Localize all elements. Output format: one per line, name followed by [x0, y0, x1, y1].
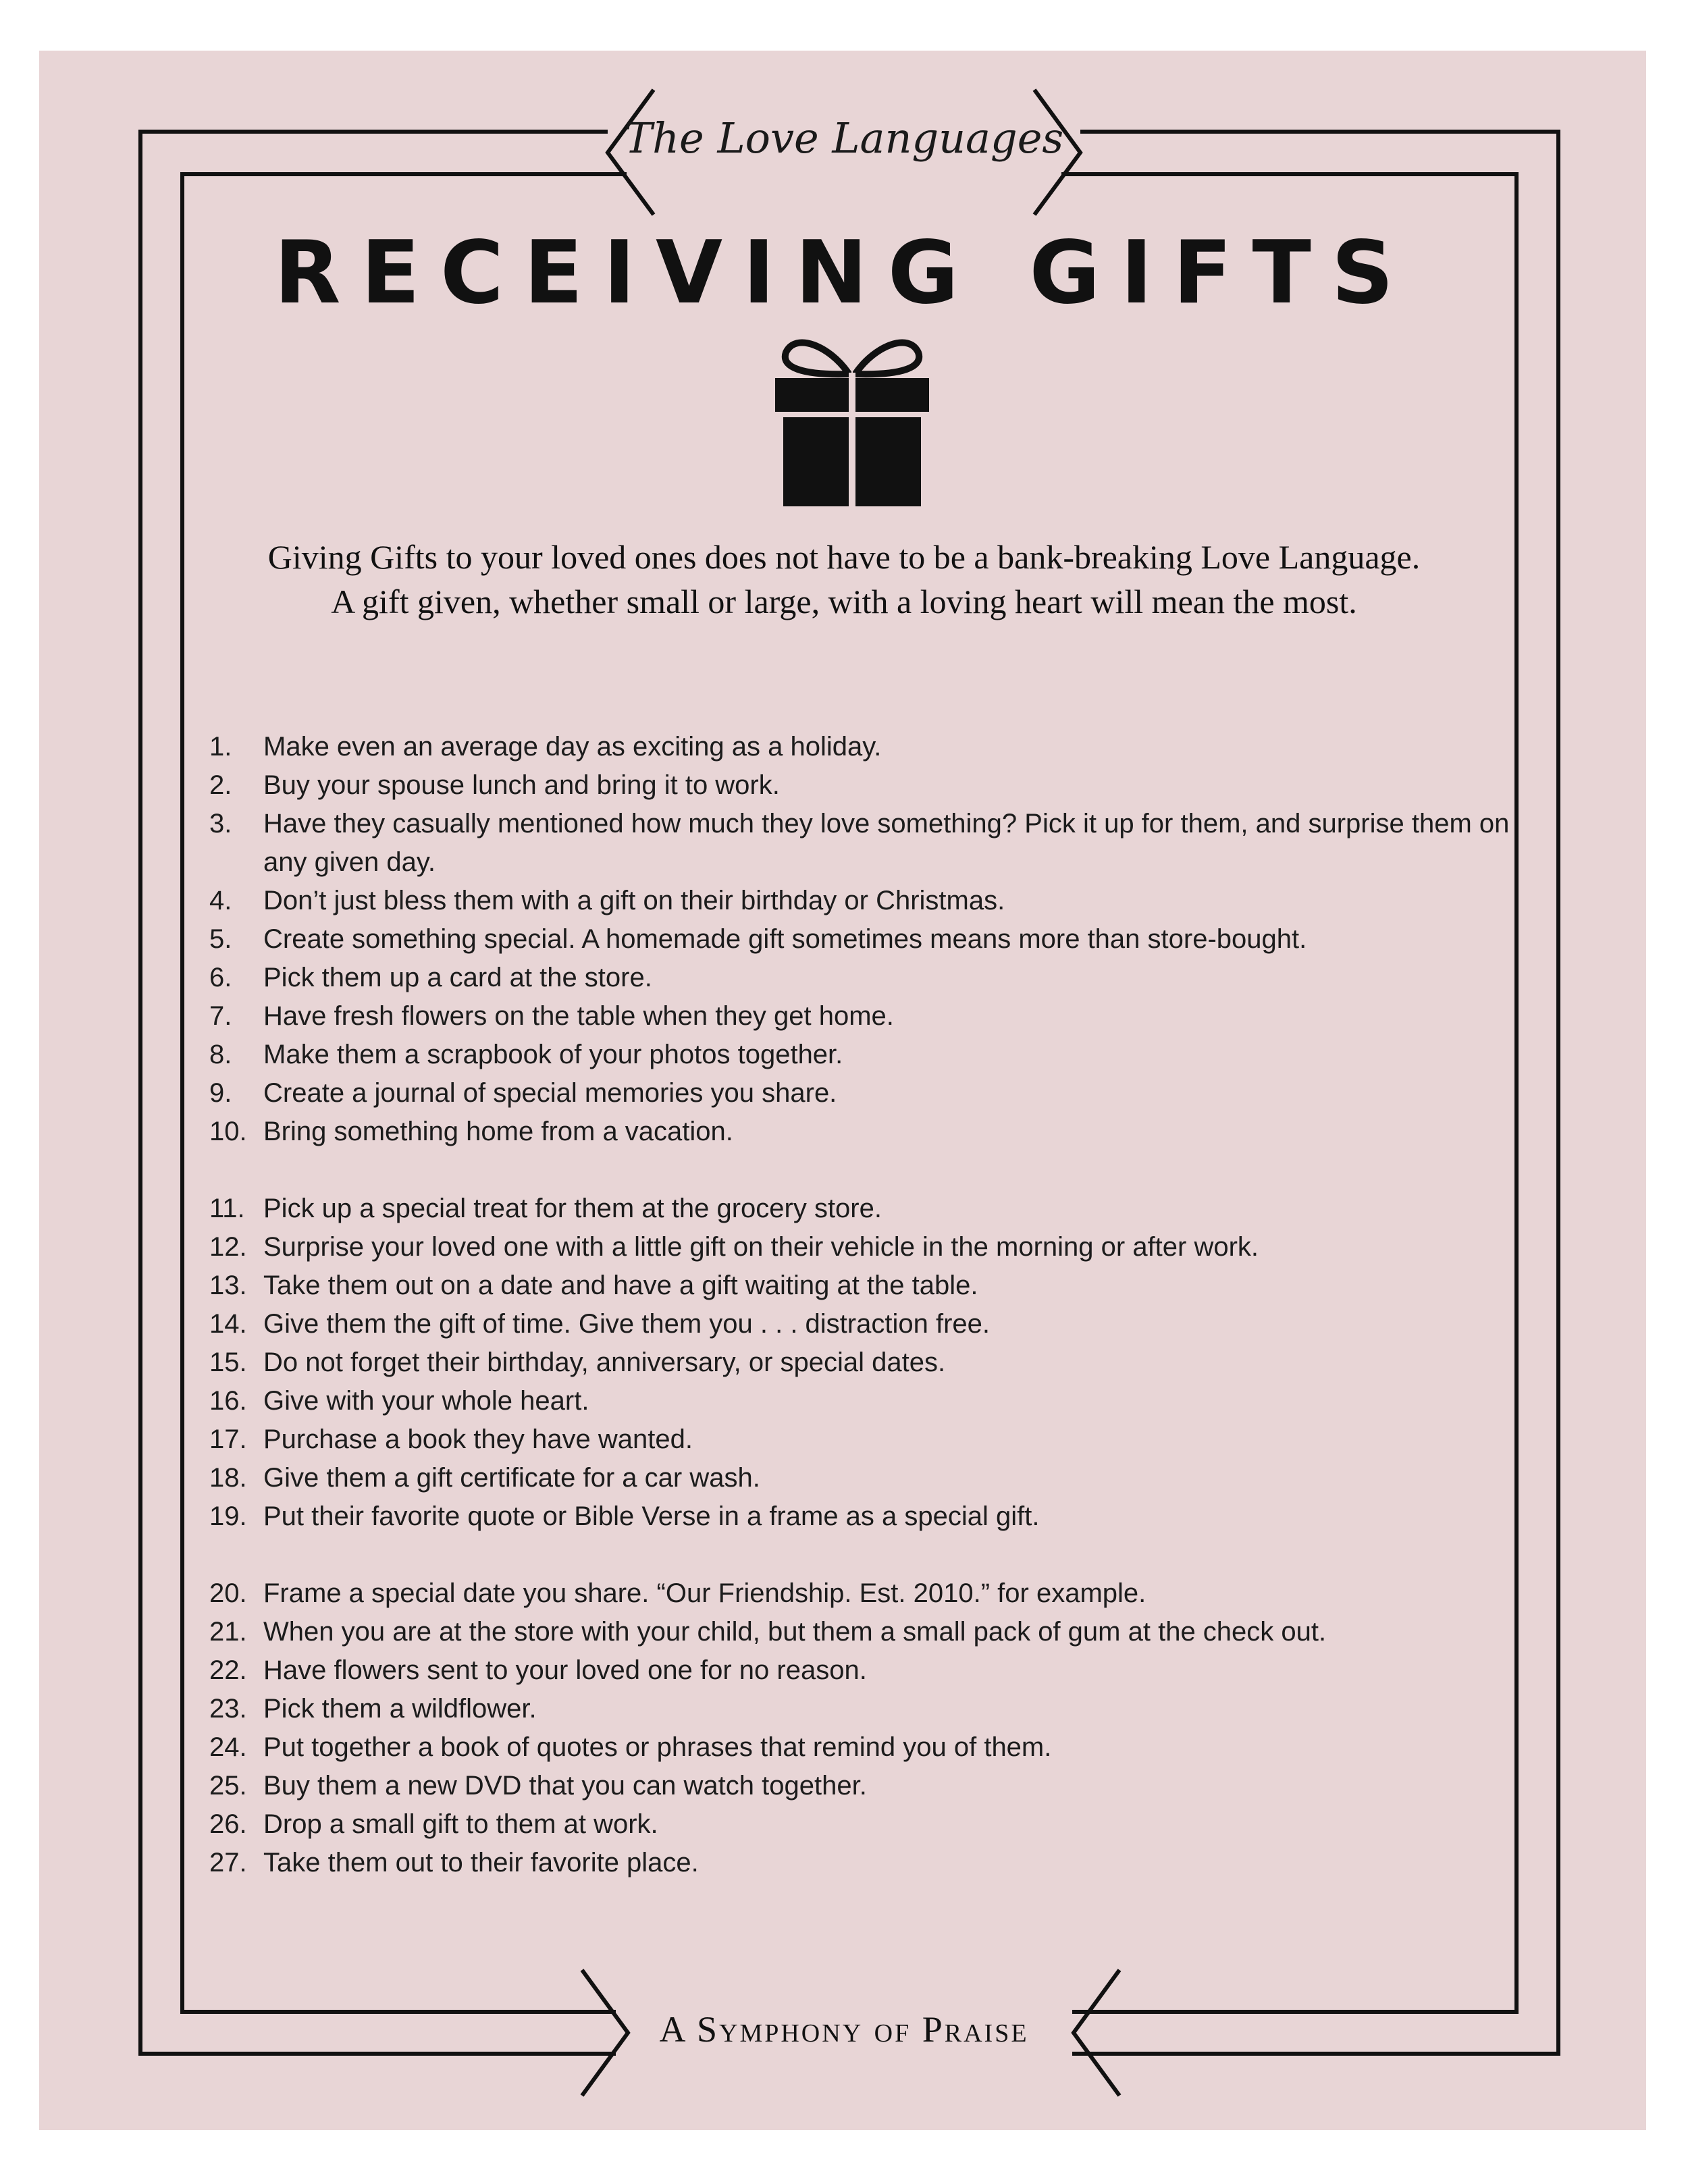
gift-box-icon: [775, 332, 929, 506]
list-item-text: Have they casually mentioned how much they love something? Pick it up for them, and surprise them on any given day.: [263, 809, 1510, 877]
intro-text: [0, 535, 1688, 624]
list-item-text: Purchase a book they have wanted.: [263, 1424, 693, 1454]
list-spacer: [209, 1151, 1526, 1190]
list-item-number: 27.: [209, 1848, 247, 1877]
list-item: [209, 1805, 1526, 1844]
list-item-number: 23.: [209, 1694, 247, 1724]
list-item-number: 14.: [209, 1309, 247, 1339]
list-item: [209, 766, 1526, 805]
list-item-text: Bring something home from a vacation.: [263, 1117, 733, 1146]
list-item-text: Have fresh flowers on the table when they get home.: [263, 1001, 894, 1031]
list-item-number: 24.: [209, 1732, 247, 1762]
list-item: [209, 1613, 1526, 1651]
list-item: [209, 1267, 1526, 1305]
list-item: [209, 1305, 1526, 1343]
list-item-text: Surprise your loved one with a little gift on their vehicle in the morning or after work.: [263, 1232, 1259, 1262]
list-item-number: 5.: [209, 924, 232, 954]
list-item: [209, 1767, 1526, 1805]
list-item: [209, 1690, 1526, 1728]
list-item-text: Don’t just bless them with a gift on their birthday or Christmas.: [263, 886, 1005, 915]
list-item-text: Create a journal of special memories you share.: [263, 1078, 837, 1108]
list-item: [209, 1036, 1526, 1074]
list-item-number: 8.: [209, 1040, 232, 1069]
list-item-number: 20.: [209, 1578, 247, 1608]
list-item-text: Give them the gift of time. Give them you . . . distraction free.: [263, 1309, 990, 1339]
list-item-text: Buy them a new DVD that you can watch together.: [263, 1771, 867, 1801]
list-item-text: Do not forget their birthday, anniversary, or special dates.: [263, 1348, 946, 1377]
list-item-number: 17.: [209, 1424, 247, 1454]
list-item-number: 6.: [209, 963, 232, 992]
list-item-text: Create something special. A homemade gift sometimes means more than store-bought.: [263, 924, 1307, 954]
list-item-text: Buy your spouse lunch and bring it to work.: [263, 770, 780, 800]
list-item-text: Make even an average day as exciting as a holiday.: [263, 732, 882, 762]
brand-footer: A Symphony of Praise: [659, 2009, 1029, 2050]
list-item: [209, 1382, 1526, 1420]
list-item: [209, 1074, 1526, 1113]
list-item-text: Take them out on a date and have a gift waiting at the table.: [263, 1271, 978, 1300]
list-item-text: Take them out to their favorite place.: [263, 1848, 699, 1877]
list-item: [209, 1420, 1526, 1459]
list-item-number: 15.: [209, 1348, 247, 1377]
list-item-number: 13.: [209, 1271, 247, 1300]
list-spacer: [209, 1536, 1526, 1574]
list-item-text: Have flowers sent to your loved one for no reason.: [263, 1655, 867, 1685]
list-item-number: 9.: [209, 1078, 232, 1108]
list-item-text: Frame a special date you share. “Our Friendship. Est. 2010.” for example.: [263, 1578, 1146, 1608]
list-item: [209, 1228, 1526, 1267]
gift-ideas-list: [209, 728, 1526, 1882]
list-item: [209, 805, 1526, 882]
list-item-number: 16.: [209, 1386, 247, 1416]
intro-line-1: Giving Gifts to your loved ones does not have to be a bank-breaking Love Language.: [267, 538, 1421, 576]
list-item-text: Make them a scrapbook of your photos together.: [263, 1040, 843, 1069]
list-item: [209, 1190, 1526, 1228]
list-item: [209, 959, 1526, 997]
list-item-number: 1.: [209, 732, 232, 762]
list-item-text: Put their favorite quote or Bible Verse in a frame as a special gift.: [263, 1501, 1040, 1531]
list-item-text: Pick them up a card at the store.: [263, 963, 652, 992]
list-item: [209, 1497, 1526, 1536]
list-item-number: 19.: [209, 1501, 247, 1531]
list-item-number: 2.: [209, 770, 232, 800]
list-item-text: When you are at the store with your child, but them a small pack of gum at the check out.: [263, 1617, 1327, 1647]
list-item: [209, 920, 1526, 959]
list-item: [209, 1574, 1526, 1613]
list-item: [209, 1459, 1526, 1497]
list-item: [209, 882, 1526, 920]
list-item-text: Give them a gift certificate for a car wash.: [263, 1463, 760, 1493]
list-item: [209, 1728, 1526, 1767]
list-item-number: 10.: [209, 1117, 247, 1146]
list-item-number: 25.: [209, 1771, 247, 1801]
intro-line-2: A gift given, whether small or large, with a loving heart will mean the most.: [331, 583, 1357, 620]
list-item-number: 26.: [209, 1809, 247, 1839]
list-item: [209, 1651, 1526, 1690]
list-item: [209, 997, 1526, 1036]
list-item: [209, 728, 1526, 766]
list-item-text: Put together a book of quotes or phrases that remind you of them.: [263, 1732, 1052, 1762]
list-item-number: 4.: [209, 886, 232, 915]
list-item: [209, 1343, 1526, 1382]
list-item: [209, 1844, 1526, 1882]
list-item-number: 12.: [209, 1232, 247, 1262]
list-item-number: 3.: [209, 809, 232, 838]
list-item-text: Give with your whole heart.: [263, 1386, 589, 1416]
list-item-text: Pick up a special treat for them at the grocery store.: [263, 1194, 882, 1223]
list-item-number: 7.: [209, 1001, 232, 1031]
list-item-text: Pick them a wildflower.: [263, 1694, 537, 1724]
list-item-number: 11.: [209, 1194, 245, 1223]
page-title: RECEIVING GIFTS: [273, 223, 1415, 323]
list-item-number: 21.: [209, 1617, 247, 1647]
list-item: [209, 1113, 1526, 1151]
list-item-text: Drop a small gift to them at work.: [263, 1809, 658, 1839]
list-item-number: 22.: [209, 1655, 247, 1685]
series-title: The Love Languages: [624, 113, 1064, 163]
list-item-number: 18.: [209, 1463, 247, 1493]
